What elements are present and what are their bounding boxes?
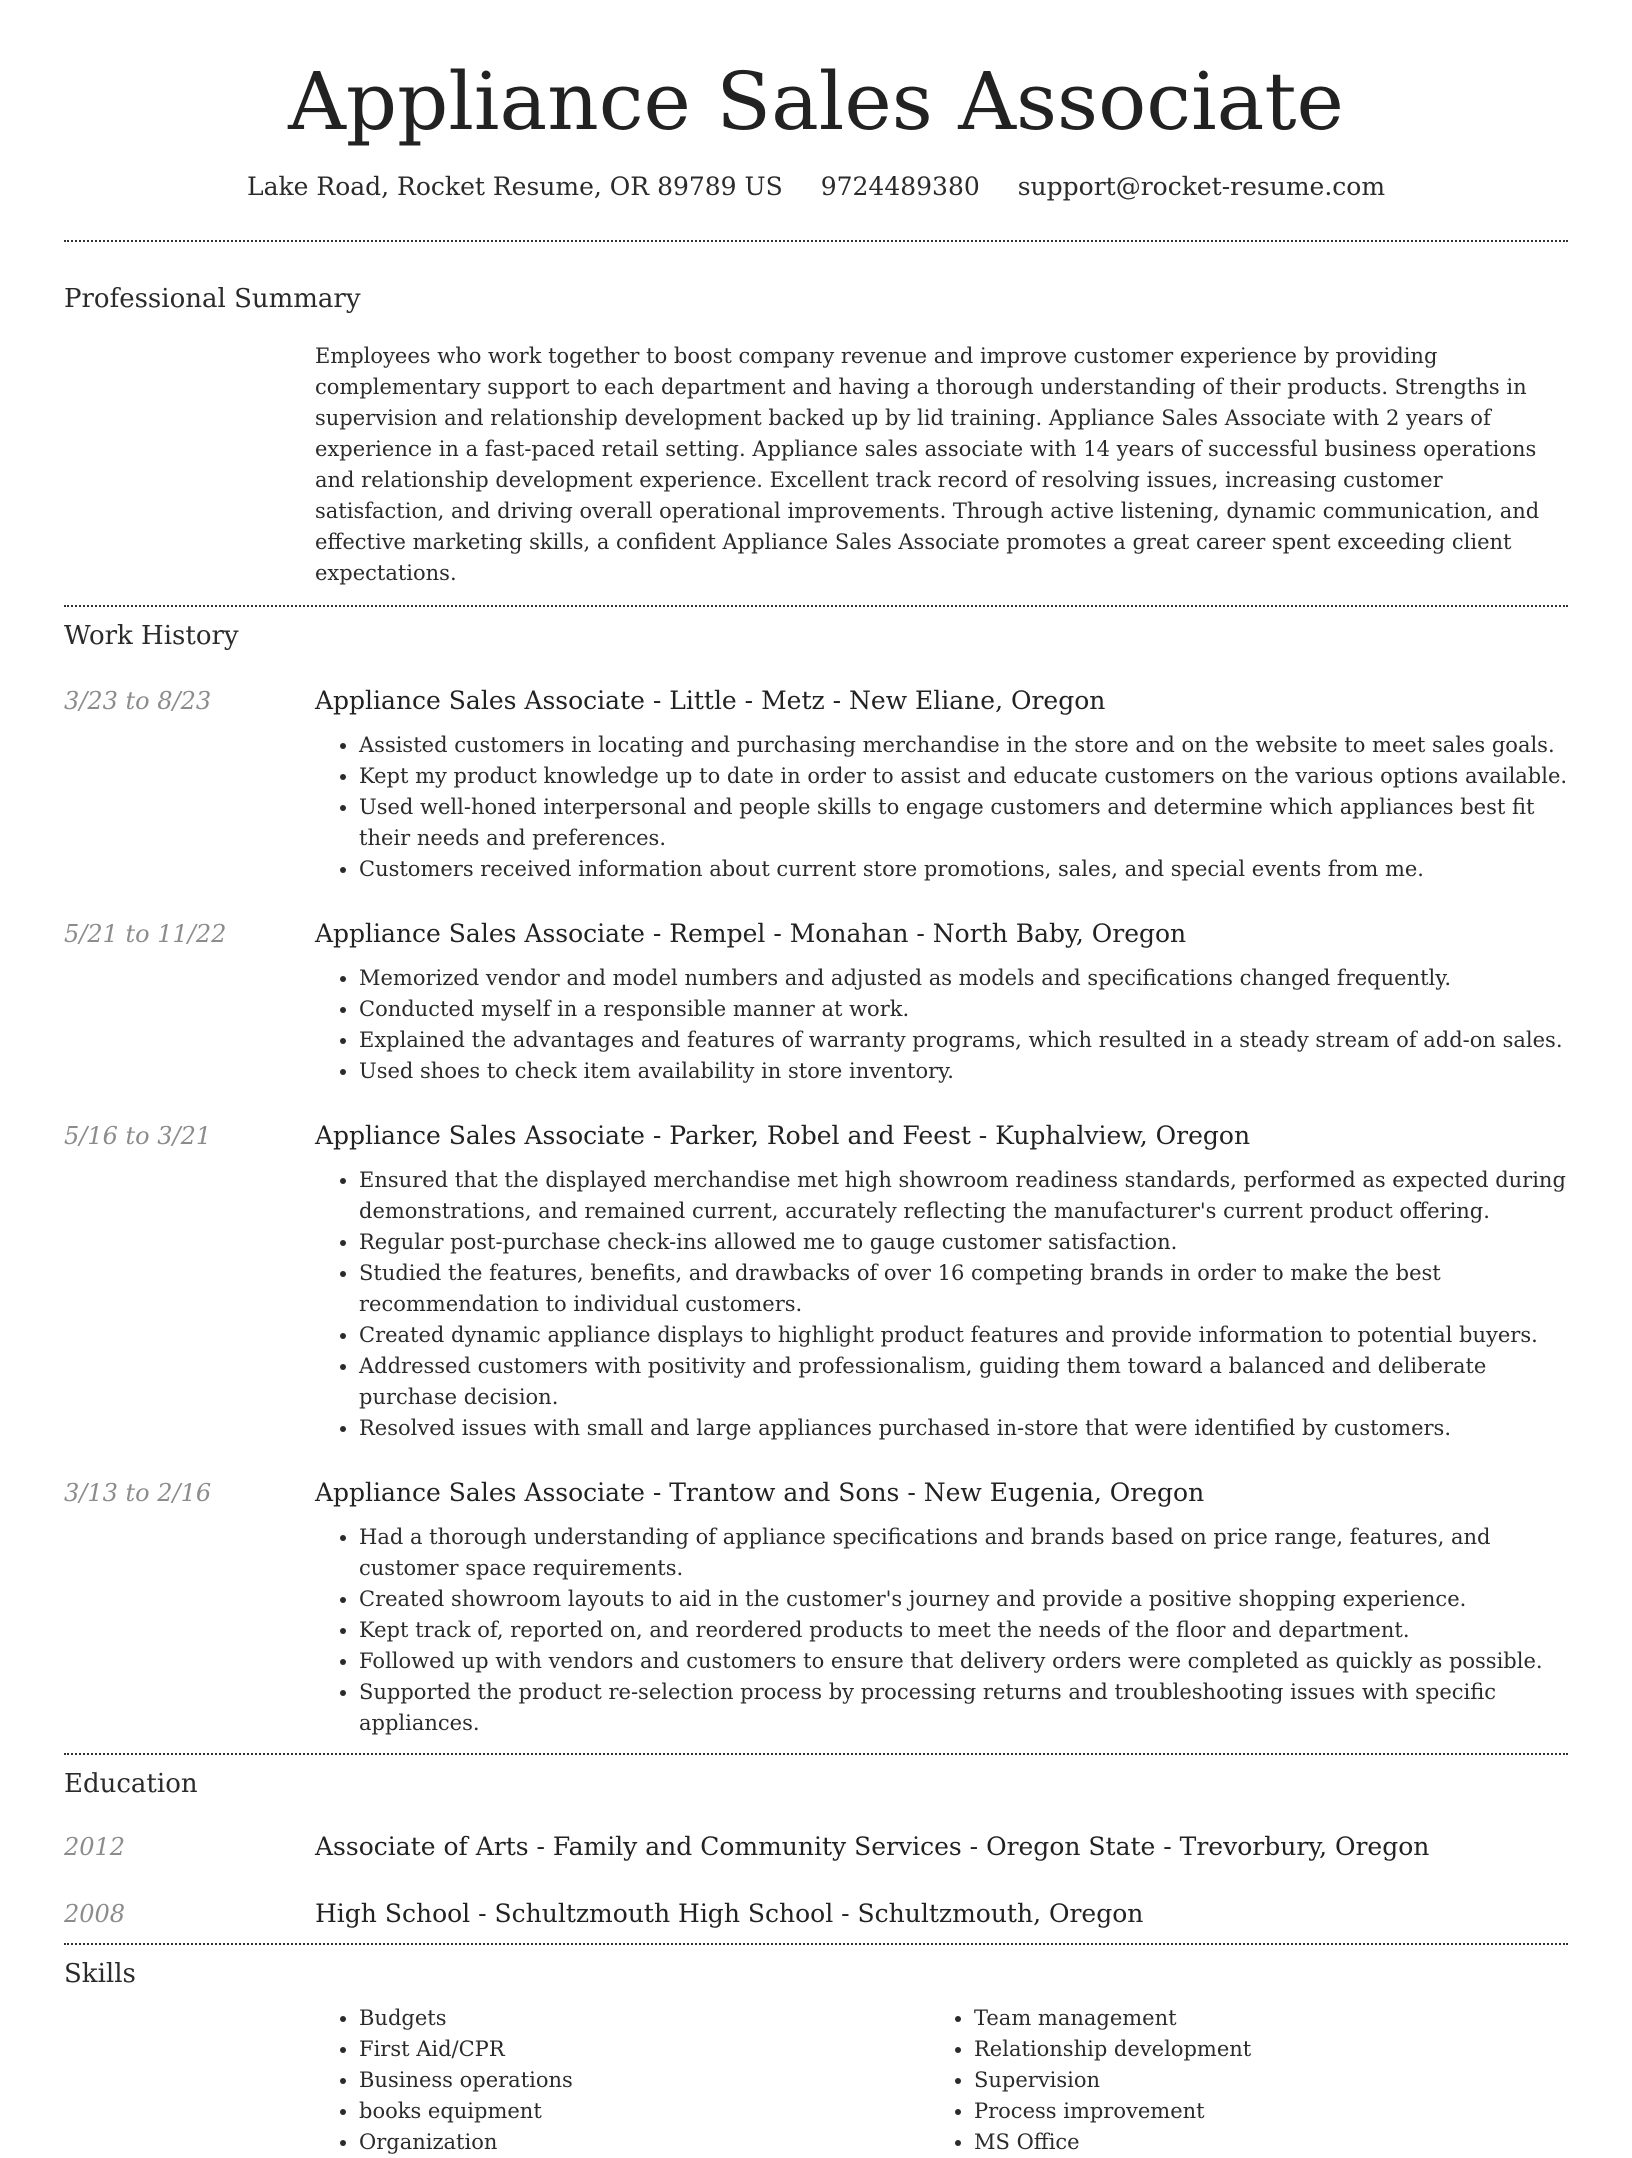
job-bullet: • Followed up with vendors and customers to ensure that delivery orders were completed as quickly as possible. <box>359 1646 1568 1677</box>
skill-item: • MS Office <box>974 2127 1568 2158</box>
job-bullet: • Regular post-purchase check-ins allowed me to gauge customer satisfaction. <box>359 1227 1568 1258</box>
skill-item: • books equipment <box>359 2096 930 2127</box>
skill-item: • Relationship development <box>974 2034 1568 2065</box>
skills-title: Skills <box>64 1959 136 1989</box>
skill-item: • Team management <box>974 2003 1568 2034</box>
skills-list-right <box>930 2003 1568 2158</box>
resume-name: Appliance Sales Associate <box>288 55 1344 148</box>
contact-phone: 9724489380 <box>820 172 980 201</box>
job-bullet: • Had a thorough understanding of appliance specifications and brands based on price range, features, and customer space requirements. <box>359 1522 1568 1584</box>
job-bullet: • Explained the advantages and features of warranty programs, which resulted in a steady stream of add-on sales. <box>359 1025 1568 1056</box>
resume-header <box>64 0 1568 204</box>
job-bullets <box>315 1165 1568 1444</box>
job-bullet: • Created showroom layouts to aid in the customer's journey and provide a positive shopping experience. <box>359 1584 1568 1615</box>
job-entry <box>64 1119 1568 1444</box>
contact-email: support@rocket-resume.com <box>1017 172 1386 201</box>
job-title: Appliance Sales Associate - Little - Metz - New Eliane, Oregon <box>315 686 1106 715</box>
education-year: 2008 <box>64 1900 126 1928</box>
education-title-line: High School - Schultzmouth High School - Schultzmouth, Oregon <box>315 1899 1144 1928</box>
job-bullet: • Assisted customers in locating and purchasing merchandise in the store and on the website to meet sales goals. <box>359 730 1568 761</box>
contact-line <box>64 170 1568 204</box>
job-bullet: • Addressed customers with positivity and professionalism, guiding them toward a balanced and deliberate purchase decision. <box>359 1351 1568 1413</box>
job-bullet: • Kept my product knowledge up to date in order to assist and educate customers on the various options available. <box>359 761 1568 792</box>
skill-item: • Process improvement <box>974 2096 1568 2127</box>
job-bullet: • Created dynamic appliance displays to highlight product features and provide information to potential buyers. <box>359 1320 1568 1351</box>
education-title: Education <box>64 1769 198 1799</box>
job-bullets <box>315 963 1568 1087</box>
education-entry <box>64 1830 1568 1864</box>
skill-item: • First Aid/CPR <box>359 2034 930 2065</box>
job-bullets <box>315 730 1568 885</box>
summary-text: Employees who work together to boost company revenue and improve customer experience by providing complementary support to each department and having a thorough understanding of their products. Strengths in supervision and relationship development backed up by lid training. Appliance Sales Associate with 2 years of experience in a fast-paced retail setting. Appliance sales associate with 14 years of successful business operations and relationship development experience. Excellent track record of resolving issues, increasing customer satisfaction, and driving overall operational improvements. Through active listening, dynamic communication, and effective marketing skills, a confident Appliance Sales Associate promotes a great career spent exceeding client expectations. <box>315 344 1540 585</box>
job-title: Appliance Sales Associate - Rempel - Monahan - North Baby, Oregon <box>315 919 1187 948</box>
work-history-title: Work History <box>64 621 239 651</box>
job-title: Appliance Sales Associate - Trantow and Sons - New Eugenia, Oregon <box>315 1478 1205 1507</box>
skills-list-left <box>315 2003 930 2158</box>
skills-section <box>64 1945 1568 2158</box>
job-entry <box>64 917 1568 1087</box>
work-history-section <box>64 607 1568 1753</box>
job-bullet: • Resolved issues with small and large appliances purchased in-store that were identified by customers. <box>359 1413 1568 1444</box>
job-dates: 3/23 to 8/23 <box>64 687 212 715</box>
education-title-line: Associate of Arts - Family and Community Services - Oregon State - Trevorbury, Oregon <box>315 1832 1430 1861</box>
skills-left-spacer <box>64 1991 315 2158</box>
skill-item: • Organization <box>359 2127 930 2158</box>
job-bullet: • Used shoes to check item availability in store inventory. <box>359 1056 1568 1087</box>
job-bullet: • Conducted myself in a responsible manner at work. <box>359 994 1568 1025</box>
summary-section <box>64 242 1568 605</box>
job-dates: 3/13 to 2/16 <box>64 1479 212 1507</box>
summary-title: Professional Summary <box>64 284 361 314</box>
job-bullet: • Ensured that the displayed merchandise met high showroom readiness standards, performed as expected during demonstrations, and remained current, accurately reflecting the manufacturer's current product offering. <box>359 1165 1568 1227</box>
job-bullet: • Supported the product re-selection process by processing returns and troubleshooting issues with specific appliances. <box>359 1677 1568 1739</box>
job-bullet: • Used well-honed interpersonal and people skills to engage customers and determine which appliances best fit their needs and preferences. <box>359 792 1568 854</box>
summary-body <box>64 341 1568 589</box>
education-year: 2012 <box>64 1833 126 1861</box>
education-entry <box>64 1897 1568 1931</box>
job-bullets <box>315 1522 1568 1739</box>
skill-item: • Budgets <box>359 2003 930 2034</box>
job-bullet: • Customers received information about current store promotions, sales, and special events from me. <box>359 854 1568 885</box>
job-dates: 5/21 to 11/22 <box>64 920 227 948</box>
job-title: Appliance Sales Associate - Parker, Robel and Feest - Kuphalview, Oregon <box>315 1121 1251 1150</box>
job-entry <box>64 684 1568 885</box>
education-section <box>64 1755 1568 1943</box>
skills-grid <box>315 2003 1568 2158</box>
skills-row <box>64 1991 1568 2158</box>
skill-item: • Supervision <box>974 2065 1568 2096</box>
job-bullet: • Studied the features, benefits, and drawbacks of over 16 competing brands in order to make the best recommendation to individual customers. <box>359 1258 1568 1320</box>
job-bullet: • Kept track of, reported on, and reordered products to meet the needs of the floor and department. <box>359 1615 1568 1646</box>
summary-left-spacer <box>64 341 315 589</box>
job-dates: 5/16 to 3/21 <box>64 1122 212 1150</box>
contact-address: Lake Road, Rocket Resume, OR 89789 US <box>246 172 783 201</box>
skill-item: • Business operations <box>359 2065 930 2096</box>
job-bullet: • Memorized vendor and model numbers and adjusted as models and specifications changed frequently. <box>359 963 1568 994</box>
job-entry <box>64 1476 1568 1739</box>
